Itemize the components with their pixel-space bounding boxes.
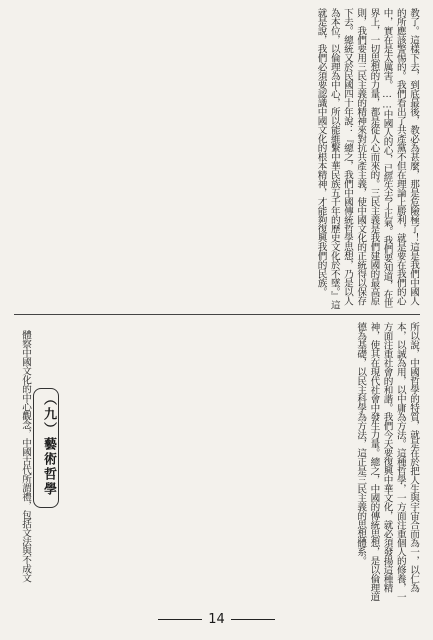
page-number: 14 — [208, 612, 225, 627]
footer-left-rule — [158, 619, 202, 620]
section-divider — [14, 314, 420, 315]
lower-body-text: 所以說，中國哲學的特質，就是在於把人生與宇宙合而為一，以仁為本，以誠為用，以中庸為方法。這種哲學，一方面注重個人的修養，一方面注重社會的和諧。我們今天要復興中華文化，就必須發揚這種精神，使其在現代社會中發生力量。總之，中國的傳統思想，是以倫理道德為基礎，以民主科學為方法，這正是三民主義的思想體系。 — [355, 322, 419, 601]
section-intro-text: 體察中國文化的中心觀念，中國古代所謂禮，包括文法與不成文 — [20, 330, 31, 582]
page-footer — [0, 612, 433, 632]
footer-right-rule — [231, 619, 275, 620]
section-heading: （九）藝術哲學 — [41, 392, 56, 497]
upper-body-text: 教了。這樣下去，到底最後，教必為甚麼，那是危險極了！這是我們中國人的所應該警惕的。我們看出了共產黨不但在理論上勝利，就是要在我們的心中，實在是太厲害。……中國人的心，已經失去了正氣。我們要知道，在世界上，一切思想的力量，都是從人心而來的。三民主義是我們建國的最高原則，我們要用三民主義的精神來對抗共產主義，使中國文化的正統得以保存下去。總統又於民國四十年說：『總之，我們中國傳統哲學思想，乃是以人為本位，以倫理為中心，所以能維繫中華民族五千年的歷史文化於不墜。』這就是說，我們必須要認識中國文化的根本精神，才能夠復興我們的民族。 — [315, 8, 419, 310]
